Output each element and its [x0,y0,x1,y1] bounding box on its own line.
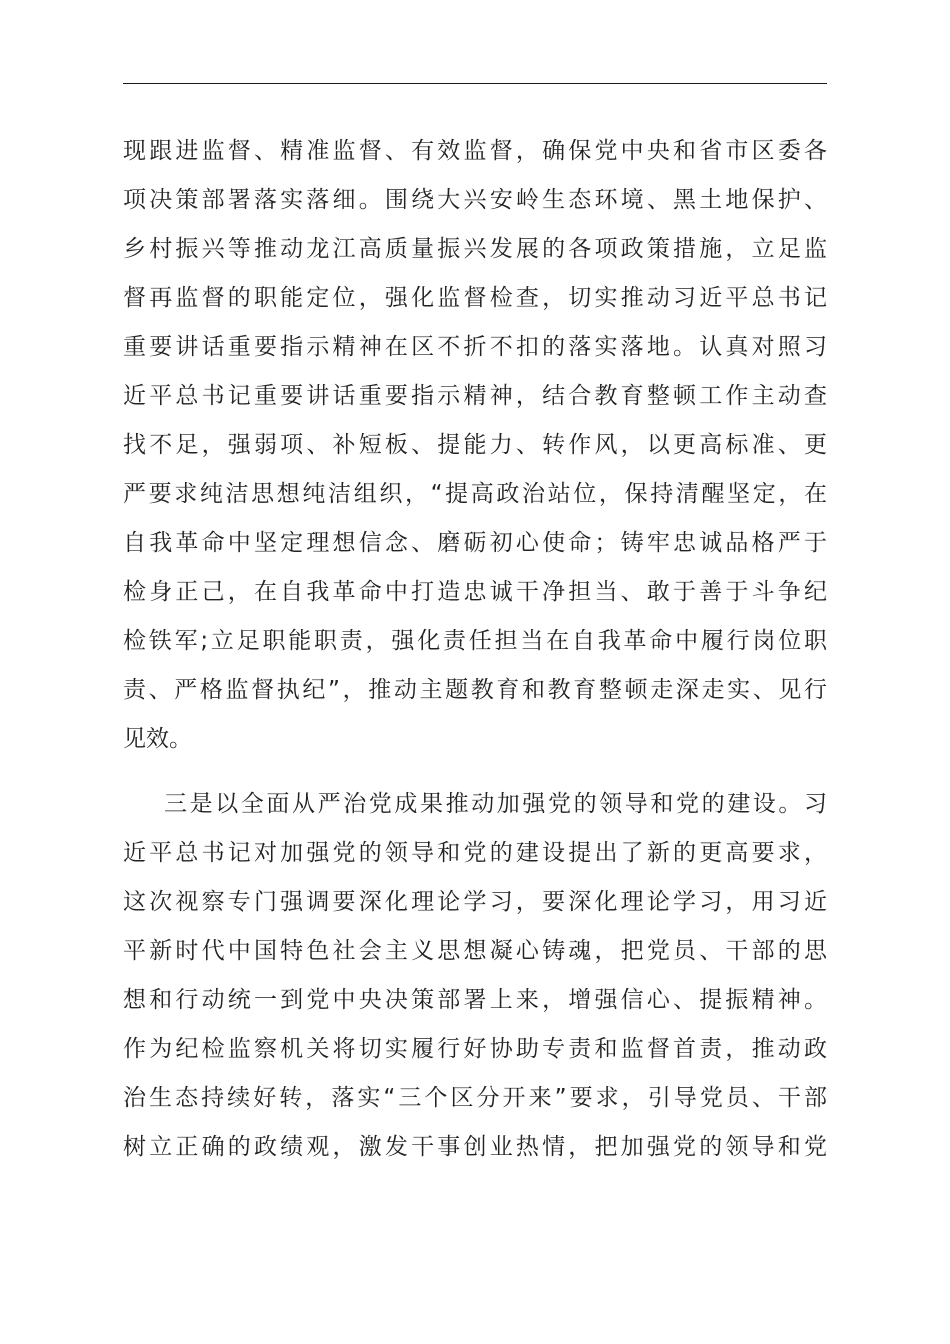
text-line: 重要讲话重要指示精神在区不折不扣的落实落地。认真对照习 [123,334,827,360]
text-line: 检身正己，在自我革命中打造忠诚干净担当、敢于善于斗争纪 [123,579,827,605]
text-line: 近平总书记重要讲话重要指示精神，结合教育整顿工作主动查 [123,383,827,409]
text-line: 这次视察专门强调要深化理论学习，要深化理论学习，用习近 [123,889,827,915]
text-line: 三是以全面从严治党成果推动加强党的领导和党的建设。习 [164,791,827,817]
text-line: 项决策部署落实落细。围绕大兴安岭生态环境、黑土地保护、 [123,187,827,213]
body-text [123,127,827,1172]
text-line: 自我革命中坚定理想信念、磨砺初心使命；铸牢忠诚品格严于 [123,530,827,556]
text-line: 作为纪检监察机关将切实履行好协助专责和监督首责，推动政 [123,1036,827,1062]
text-line: 现跟进监督、精准监督、有效监督，确保党中央和省市区委各 [123,138,827,164]
text-line: 责、严格监督执纪”，推动主题教育和教育整顿走深走实、见行 [123,677,827,703]
text-line: 治生态持续好转，落实“三个区分开来”要求，引导党员、干部 [123,1085,827,1111]
header-rule [123,83,827,84]
text-line: 近平总书记对加强党的领导和党的建设提出了新的更高要求， [123,840,827,866]
text-line: 找不足，强弱项、补短板、提能力、转作风，以更高标准、更 [123,432,827,458]
text-line: 树立正确的政绩观，激发干事创业热情，把加强党的领导和党 [123,1134,827,1160]
paragraph-2 [123,780,827,1172]
text-line: 严要求纯洁思想纯洁组织，“提高政治站位，保持清醒坚定，在 [123,481,827,507]
text-line: 想和行动统一到党中央决策部署上来，增强信心、提振精神。 [123,987,827,1013]
paragraph-gap [123,764,827,780]
text-line: 乡村振兴等推动龙江高质量振兴发展的各项政策措施，立足监 [123,236,827,262]
text-line: 督再监督的职能定位，强化监督检查，切实推动习近平总书记 [123,285,827,311]
paragraph-1 [123,127,827,764]
text-line: 平新时代中国特色社会主义思想凝心铸魂，把党员、干部的思 [123,938,827,964]
text-line: 见效。 [123,726,192,752]
text-line: 检铁军;立足职能职责，强化责任担当在自我革命中履行岗位职 [123,628,827,654]
